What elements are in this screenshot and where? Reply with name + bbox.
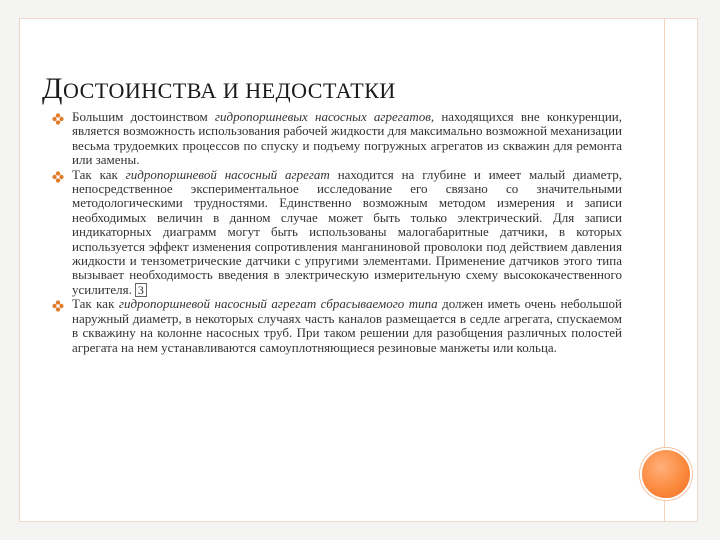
flower-bullet-icon (52, 113, 64, 125)
bullet-item-2 (52, 168, 622, 298)
title-word-3: НЕДОСТАТКИ (245, 78, 396, 103)
decorative-vertical-line (664, 18, 665, 522)
title-word-1: ОСТОИНСТВА (62, 78, 217, 103)
reference-link[interactable]: 3 (135, 283, 147, 297)
title-word-2: И (222, 78, 240, 103)
title-initial: Д (42, 72, 63, 105)
bullet-list (52, 110, 622, 355)
bullet-text (72, 110, 622, 168)
italic-term: гидропоршневой насосный агрегат (125, 166, 330, 182)
italic-term: гидропоршневых насосных агрегатов (214, 109, 431, 124)
text-span: должен иметь очень небольшой наружный диаметр, в некоторых случаях часть каналов размещается в седле агрегата, спускаемом в скважину на колонне насосных труб. При таком решении для разобщения различных полостей агрегата на нем устанавливаются самоуплотняющиеся резиновые манжеты или кольца. (72, 296, 622, 355)
text-span: Большим достоинством (72, 109, 215, 124)
slide-title (42, 72, 396, 106)
italic-term: гидропоршневой насосный агрегат сбрасываемого типа (118, 296, 438, 312)
text-span: , находящихся вне конкуренции, является возможность использования рабочей жидкости для максимально возможной механизации весьма трудоемких процессов по спуску и подъему погружных агрегатов из скважин для ремонта или замены. (72, 109, 622, 168)
bullet-text (72, 297, 622, 355)
bullet-item-1 (52, 110, 622, 168)
bullet-item-3 (52, 297, 622, 355)
bullet-text (72, 168, 622, 298)
text-span: Так как (72, 296, 119, 312)
text-span: находится на глубине и имеет малый диаметр, непосредственное экспериментальное исследование его связано со значительными методологическими трудностями. Единственно возможным методом измерения и записи необходимых величин в данном случае может быть только электрический. Для записи индикаторных диаграмм могут быть использованы малогабаритные датчики, в которых используется эффект изменения сопротивления манганиновой проволоки под действием давления жидкости и тензометрические датчики с упругими элементами. Применение датчиков этого типа вызывает необходимость введения в электрическую измерительную схему высококачественного усилителя. (72, 166, 622, 297)
text-span: Так как (72, 166, 126, 182)
flower-bullet-icon (52, 300, 64, 312)
decorative-orange-circle (640, 448, 692, 500)
flower-bullet-icon (52, 171, 64, 183)
